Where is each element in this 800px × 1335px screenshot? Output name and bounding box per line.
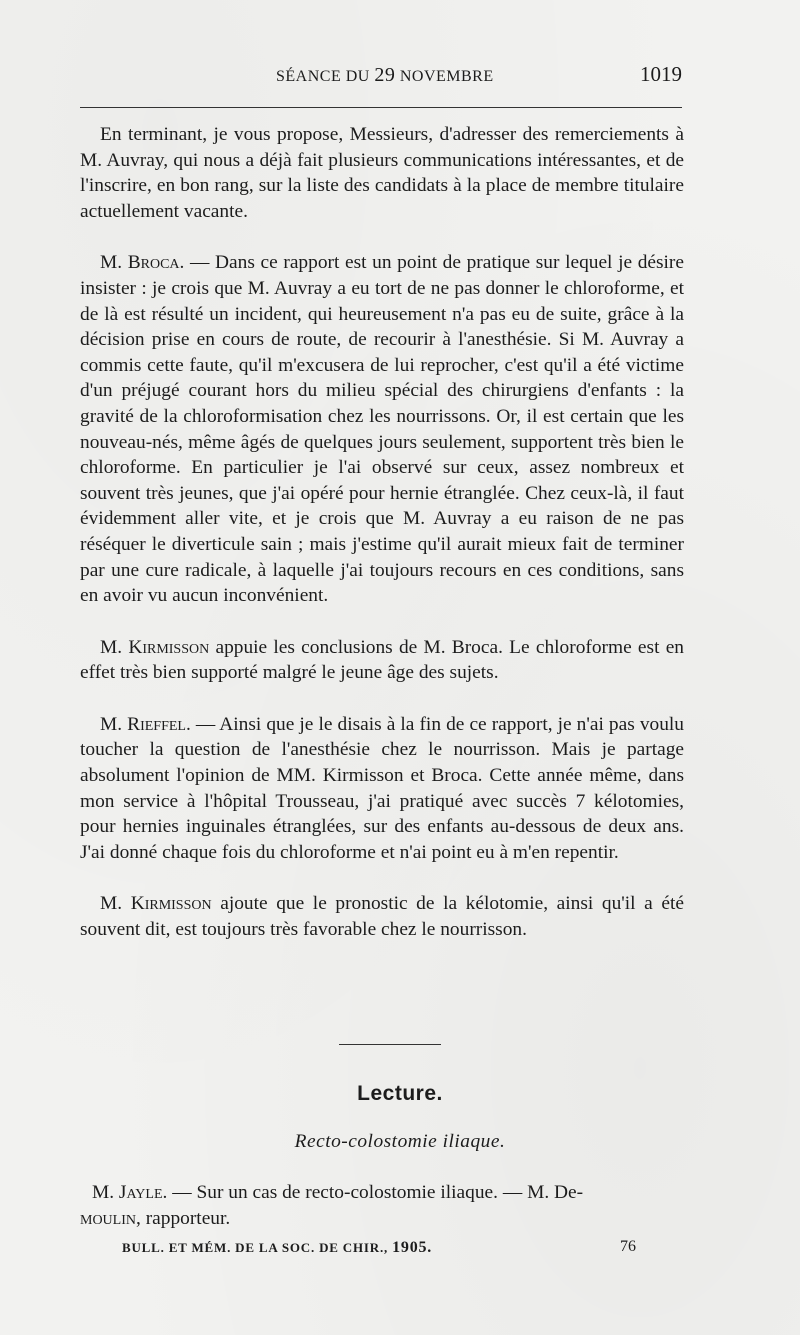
- footer-citation-text: BULL. ET MÉM. DE LA SOC. DE CHIR.,: [122, 1240, 393, 1255]
- subsection-heading: Recto-colostomie iliaque.: [294, 1131, 506, 1152]
- running-title: [276, 64, 494, 87]
- paragraph-conclusion: En terminant, je vous propose, Messieurs, d'adresser des remerciements à M. Auvray, qui nous a déjà fait plusieurs communications intéressantes, et de l'inscrire, en bon rang, sur la liste des candidats à la place de membre titulaire actuellement vacante.: [80, 124, 684, 222]
- running-title-pre: SÉANCE DU: [276, 68, 375, 85]
- lecture-entry-text-1: — Sur un cas de recto-colostomie iliaque. — M. De-: [167, 1182, 584, 1203]
- paragraph-broca: [80, 250, 684, 608]
- signature-number: 76: [620, 1238, 636, 1255]
- lecture-entry-text-2: , rapporteur.: [136, 1207, 231, 1229]
- section-divider: [339, 1044, 441, 1045]
- running-title-date: 29: [374, 64, 396, 86]
- paragraph-kirmisson-2-text: ajoute que le pronostic de la kélotomie, ainsi qu'il a été souvent dit, est toujours très favorable chez le nourrisson.: [80, 893, 684, 941]
- speaker-jayle: M. Jayle.: [92, 1182, 168, 1203]
- rapporteur-name: moulin: [80, 1207, 136, 1229]
- paragraph-broca-text: — Dans ce rapport est un point de pratique sur lequel je désire insister : je crois que M. Auvray a eu tort de ne pas donner le chloroforme, et de là est résulté un incident, qui heureusement n'a pas eu de suite, grâce à la décision prise en cours de route, de recourir à l'anesthésie. Si M. Auvray a commis cette faute, qu'il m'excusera de lui reprocher, c'est qu'il a été victime d'un préjugé courant hors du milieu spécial des chirurgiens d'enfants : la gravité de la chloroformisation chez les nourrissons. Or, il est certain que les nouveau-nés, même âgés de quelques jours seulement, supportent très bien le chloroforme. En particulier je l'ai observé sur ceux, assez nombreux et souvent très jeunes, que j'ai opéré pour hernie étranglée. Chez ceux-là, il faut évidemment aller vite, et je crois que M. Auvray a eu raison de ne pas réséquer le diverticule sain ; mais j'estime qu'il aurait mieux fait de terminer par une cure radicale, à laquelle j'ai toujours recours en ces conditions, sans en avoir vu aucun inconvénient.: [80, 252, 684, 607]
- lecture-entry-line-2: [80, 1206, 684, 1232]
- speaker-kirmisson: M. Kirmisson: [100, 636, 210, 658]
- running-title-post: NOVEMBRE: [395, 68, 494, 85]
- paragraph-kirmisson-1: [80, 635, 684, 686]
- paragraph-kirmisson-1-text: appuie les conclusions de M. Broca. Le chloroforme est en effet très bien supporté malgré le jeune âge des sujets.: [80, 636, 684, 684]
- footer-citation: [122, 1239, 432, 1257]
- lecture-entry: [80, 1180, 684, 1231]
- paragraph-kirmisson-2: [80, 891, 684, 942]
- paragraph-rieffel: [80, 712, 684, 866]
- body-text: [80, 122, 684, 969]
- speaker-kirmisson-2: M. Kirmisson: [100, 893, 212, 915]
- section-heading: Lecture.: [357, 1082, 443, 1105]
- page-number: 1019: [640, 62, 682, 86]
- running-head: [80, 64, 682, 94]
- header-rule: [80, 107, 682, 108]
- speaker-broca: M. Broca.: [100, 252, 185, 274]
- speaker-rieffel: M. Rieffel.: [100, 713, 191, 735]
- footer-citation-year: 1905.: [392, 1239, 433, 1256]
- paragraph-rieffel-text: — Ainsi que je le disais à la fin de ce rapport, je n'ai pas voulu toucher la question de l'anesthésie chez le nourrisson. Mais je partage absolument l'opinion de MM. Kirmisson et Broca. Cette année même, dans mon service à l'hôpital Trousseau, j'ai pratiqué avec succès 7 kélotomies, pour hernies inguinales étranglées, sur des enfants au-dessous de deux ans. J'ai donné chaque fois du chloroforme et n'ai point eu à m'en repentir.: [80, 713, 685, 863]
